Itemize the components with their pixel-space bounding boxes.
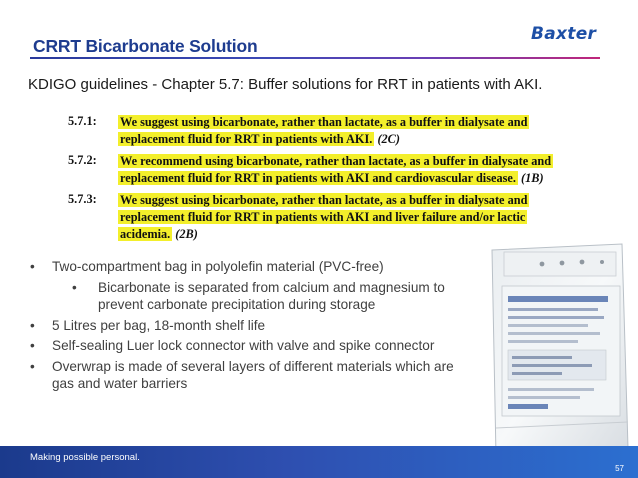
bullet-item: • Overwrap is made of several layers of different materials which are gas and water barriers [28, 358, 472, 393]
recommendation-line: We suggest using bicarbonate, rather than lactate, as a buffer in dialysate and [120, 115, 528, 129]
recommendation-number: 5.7.3: [68, 192, 97, 206]
bullet-item: • Two-compartment bag in polyolefin material (PVC-free) [28, 258, 498, 276]
title-underline [30, 57, 600, 59]
recommendation-number: 5.7.1: [68, 114, 97, 128]
page-number: 57 [615, 464, 624, 473]
recommendation-number: 5.7.2: [68, 153, 97, 167]
kdigo-heading: KDIGO guidelines - Chapter 5.7: Buffer solutions for RRT in patients with AKI. [28, 76, 543, 93]
kdigo-guidelines-excerpt [24, 70, 606, 248]
recommendation-text [118, 153, 553, 187]
bullet-item: • Self-sealing Luer lock connector with valve and spike connector [28, 337, 452, 355]
footer-tagline: Making possible personal. [30, 452, 140, 463]
solution-bag-image [482, 238, 632, 460]
bullet-list [28, 258, 498, 396]
recommendation-line: replacement fluid for RRT in patients with AKI and liver failure and/or lactic [120, 210, 526, 224]
bullet-item: • 5 Litres per bag, 18-month shelf life [28, 317, 498, 335]
baxter-logo: Baxter [531, 24, 597, 44]
evidence-grade: (2C) [377, 132, 400, 146]
evidence-grade: (2B) [175, 227, 198, 241]
evidence-grade: (1B) [521, 171, 544, 185]
recommendation-line: replacement fluid for RRT in patients with AKI. [120, 132, 373, 146]
slide-title: CRRT Bicarbonate Solution [33, 36, 258, 56]
recommendation-line: acidemia. [120, 227, 171, 241]
recommendation-line: replacement fluid for RRT in patients with AKI and cardiovascular disease. [120, 171, 516, 185]
recommendation-text [118, 192, 529, 243]
recommendation-text [118, 114, 529, 148]
recommendation-line: We suggest using bicarbonate, rather than lactate, as a buffer in dialysate and [120, 193, 528, 207]
recommendation-line: We recommend using bicarbonate, rather than lactate, as a buffer in dialysate and [120, 154, 552, 168]
sub-bullet-item: • Bicarbonate is separated from calcium and magnesium to prevent carbonate precipitation during storage [28, 279, 478, 314]
